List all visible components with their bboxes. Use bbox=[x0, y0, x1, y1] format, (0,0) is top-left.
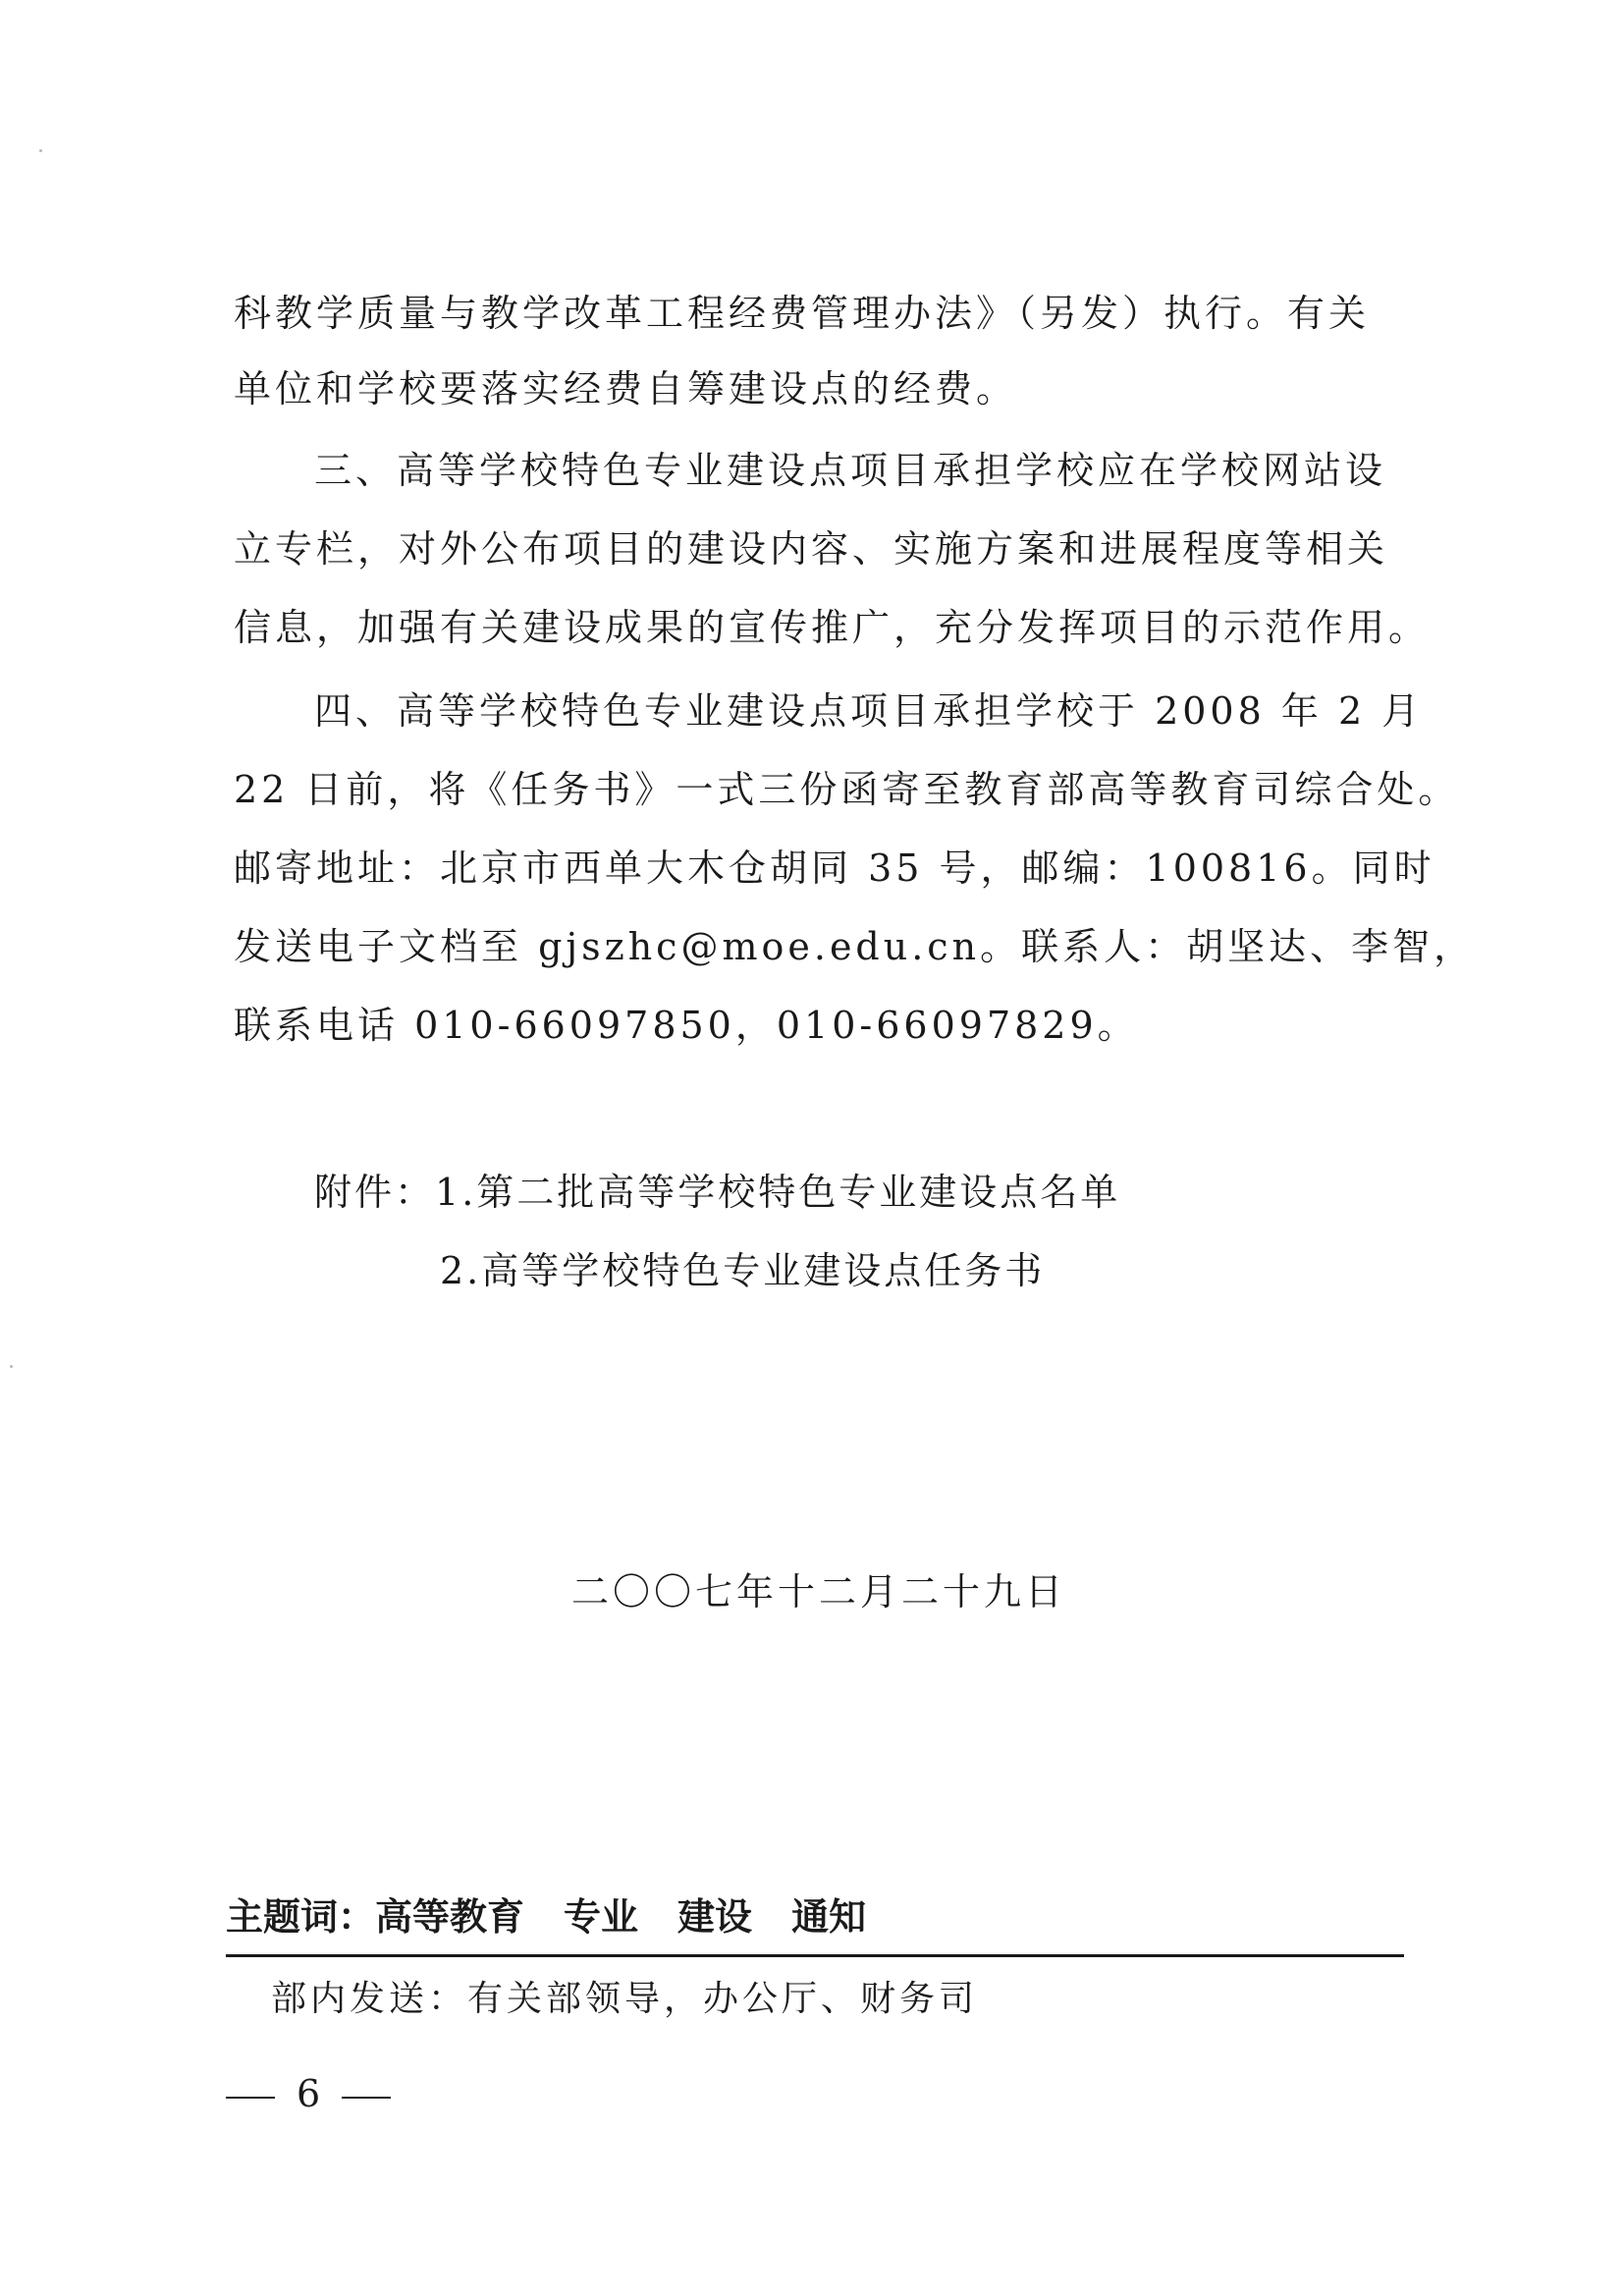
body-line-1: 科教学质量与教学改革工程经费管理办法》（另发）执行。有关 bbox=[234, 292, 1371, 335]
keyword: 专业 bbox=[564, 1895, 639, 1939]
page-number bbox=[226, 2072, 391, 2115]
body-line-10: 联系电话 010-66097850，010-66097829。 bbox=[234, 1004, 1139, 1047]
body-line-9: 发送电子文档至 gjszhc@moe.edu.cn。联系人：胡坚达、李智， bbox=[234, 925, 1476, 968]
page-number-value: 6 bbox=[297, 2072, 321, 2115]
keyword: 通知 bbox=[791, 1895, 867, 1939]
keyword: 建设 bbox=[677, 1895, 753, 1939]
body-line-4: 立专栏，对外公布项目的建设内容、实施方案和进展程度等相关 bbox=[234, 527, 1389, 571]
issue-date: 二〇〇七年十二月二十九日 bbox=[571, 1570, 1067, 1613]
body-line-6: 四、高等学校特色专业建设点项目承担学校于 2008 年 2 月 bbox=[314, 689, 1424, 733]
scan-speck bbox=[10, 1365, 13, 1368]
scan-speck bbox=[39, 149, 42, 152]
body-line-5: 信息，加强有关建设成果的宣传推广，充分发挥项目的示范作用。 bbox=[234, 606, 1431, 649]
attachments-label: 附件： bbox=[314, 1171, 436, 1214]
attachment-item-text: 1.第二批高等学校特色专业建设点名单 bbox=[435, 1171, 1121, 1214]
internal-distribution: 部内发送：有关部领导，办公厅、财务司 bbox=[271, 1979, 979, 2019]
body-line-3: 三、高等学校特色专业建设点项目承担学校应在学校网站设 bbox=[314, 449, 1387, 492]
dash-left bbox=[226, 2097, 275, 2099]
body-line-7: 22 日前，将《任务书》一式三份函寄至教育部高等教育司综合处。 bbox=[234, 768, 1460, 811]
body-line-8: 邮寄地址：北京市西单大木仓胡同 35 号，邮编：100816。同时 bbox=[234, 847, 1435, 890]
keyword: 高等教育 bbox=[375, 1895, 525, 1939]
keywords-label: 主题词： bbox=[226, 1895, 376, 1939]
attachment-item-1 bbox=[314, 1171, 1121, 1214]
body-line-2: 单位和学校要落实经费自筹建设点的经费。 bbox=[234, 367, 1018, 410]
horizontal-rule bbox=[226, 1954, 1404, 1957]
subject-keywords bbox=[226, 1895, 905, 1939]
dash-right bbox=[342, 2097, 391, 2099]
attachment-item-2: 2.高等学校特色专业建设点任务书 bbox=[440, 1249, 1046, 1292]
